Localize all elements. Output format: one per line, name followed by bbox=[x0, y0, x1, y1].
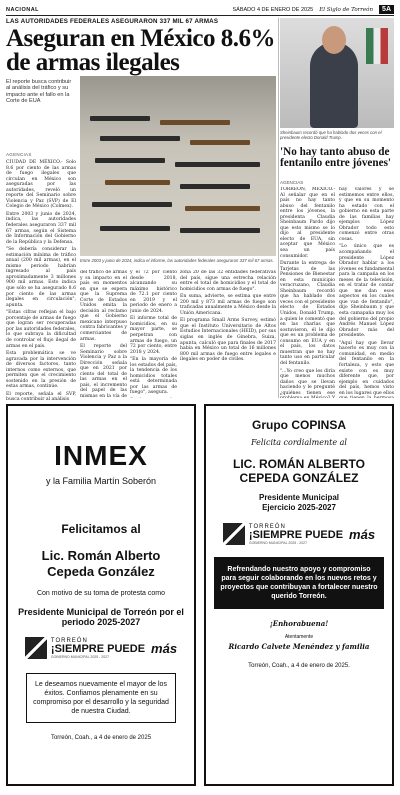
paragraph: "Estas cifras reflejan el bajo porcentaje de armas de fuego que logran ser recuperadas por las autoridades federales, lo que subraya la dificultad de controlar el flujo ilegal de armas en el país. bbox=[6, 310, 76, 349]
main-headline: Aseguran en México 8.6% de armas ilegales bbox=[6, 25, 276, 76]
ad-atentamente: Atentamente bbox=[284, 634, 314, 640]
torreon-emblem-icon bbox=[25, 637, 47, 659]
side-headline: 'No hay tanto abuso de fentanilo entre jóvenes' bbox=[280, 146, 392, 170]
paragraph: "En la mayoría de los estados del país, la tendencia de los homicidios totales está determinada por las armas de fuego", asegura. bbox=[130, 357, 177, 396]
name-line: LIC. ROMÁN ALBERTO bbox=[233, 457, 365, 471]
office-line: Presidente Municipal bbox=[258, 493, 340, 502]
main-col-2 bbox=[80, 270, 127, 398]
side-col-1 bbox=[280, 187, 335, 398]
paragraph: El reporte, señala el SVP, busca contribuir al análisis bbox=[6, 391, 76, 403]
paragraph: "Se debería considerar la estimación mínima de tráfico anual (200 mil armas), en el mismo periodo habrían ingresado al país aproximadamente 3 millones 900 mil armas. Esto indica que sólo se ha asegurado 8.6 por ciento de las armas ilegales en circulación", apunta. bbox=[6, 247, 76, 308]
ad-office: Presidente Municipal de Torreón por el periodo 2025-2027 bbox=[18, 607, 184, 627]
seized-weapons-photo bbox=[80, 76, 276, 256]
ad-place-date: Torreón, Coah., a 4 de enero de 2025. bbox=[248, 663, 350, 669]
issue-date: SÁBADO 4 DE ENERO DE 2025 bbox=[232, 6, 314, 13]
ad-message: Le deseamos nuevamente el mayor de los éxitos. Confiamos plenamente en su compromiso por el desarrollo y la seguridad de nuestra Ciudad. bbox=[26, 673, 176, 723]
section-label: NACIONAL bbox=[6, 6, 40, 13]
inmex-logo: INMEX bbox=[54, 440, 148, 471]
ad-message: Refrendando nuestro apoyo y compromiso para seguir colaborando en los nuevos retos y proyectos que contribuyan a fortalecer nuestro querido Torreón. bbox=[214, 557, 384, 609]
torreon-logo bbox=[206, 523, 392, 545]
ad-felicitation: Felicitamos al bbox=[61, 522, 141, 536]
paragraph: El programa Small Arms Survey, estimó que el Instituto Universitario de Altos Estudios Internacionales (HEID), por sus siglas en inglés de Ginebra, Suiza, apunta, calculó que para finales de 2017 había en México un total de 16 millones 800 mil armas de fuego entre legales e ilegales en poder de civiles. bbox=[180, 318, 276, 363]
mexico-flag-icon bbox=[366, 28, 388, 64]
paragraph: "...Yo creo que les diría que menos muchos daños que se llevan haciendo y le pregunté ¿quiénes tienen ese bbox=[280, 368, 335, 396]
torreon-small: GOBIERNO MUNICIPAL 2025 - 2027 bbox=[248, 540, 308, 545]
paragraph: CIUDAD DE MÉXICO.- Solo 8.6 por ciento de las armas de fuego ilegales que circulan en México son aseguradas por las autoridades, reveló un reporte del Seminario sobre Violencia y Paz (SVP) de El Colegio de México (Colmex). bbox=[6, 160, 76, 210]
column-divider bbox=[278, 18, 279, 398]
torreon-mas: más bbox=[151, 640, 178, 656]
paragraph: Durante la entrega de Tarjetas de las Pensiones de Bienestar en esta municipio veracruzano, Claudia Sheinbaum recordó que ha hablado dos veces con el presidente electo de Estados Unidos, Donald Trump, a quien le comentó que en las charlas que sostuvieron, él le dijo que es un problema de consumo en EUA y en el país, los datos muestran que no hay tanto uso en particular del fentanilo. bbox=[280, 261, 335, 366]
name-line: Lic. Román Alberto bbox=[41, 548, 161, 563]
paragraph: hay valores y se estimemos entre ellos, y que en su momento ha estado con el gobierno en esta parte de las familias hay ejemplos López Obrador todo esto comenzó entre otras cosas. bbox=[339, 187, 394, 242]
paragraph: TORREÓN, MÉXICO.- Al señalar que en el país no hay tanto abuso del fentanilo entre los jóvenes, la presidenta Claudia Sheinbaum Pardo dijo que esto mismo se lo dijo al presidente electo de EUA, sin aceptar que México sea un país consumidor. bbox=[280, 187, 335, 259]
paragraph: En suma, advierte, se estima que entre 200 mil y 873 mil armas de fuego son traficadas anualmente a México desde la Unión Americana. bbox=[180, 294, 276, 316]
torreon-mas: más bbox=[349, 526, 376, 542]
paragraph: "Aquí hay que llevar hacerlo es muy con la comunidad, en medio del fentanilo en la fortaleza, y esto que existe con es muy diferente que, por ejemplo en cuidados del país, hemos visto en los lugares que ellos bbox=[339, 340, 394, 396]
office-line: Ejercicio 2025-2027 bbox=[262, 503, 336, 512]
torreon-main: ¡SIEMPRE PUEDE bbox=[50, 642, 146, 655]
paragraph: y el 72 por ciento desde 2018, alcanzando su máximo histórico de 72.1 por ciento en 2019 y el periodo de enero a junio de 2024. bbox=[130, 270, 177, 314]
ad-motive: Con motivo de su toma de protesta como bbox=[36, 590, 165, 597]
name-line: CEPEDA GONZÁLEZ bbox=[239, 471, 359, 485]
main-kicker: LAS AUTORIDADES FEDERALES ASEGURARON 337 MIL 67 ARMAS bbox=[6, 18, 219, 25]
paragraph: "Lo único que es acompañando el presidente López Obrador hablar a los jóvenes es fundamental para la campaña en los meses de la televisión, en el tratar de contar que me dan esos aspectos en los cuales que van de fentanilo", dijo Sheinbaum y que esta camapaña muy los del gobierno del propio Andrés Manuel López Obrador más del presidente. bbox=[339, 244, 394, 339]
torreon-main: ¡SIEMPRE PUEDE bbox=[248, 528, 344, 541]
main-col-1 bbox=[6, 160, 76, 403]
main-col-3 bbox=[130, 270, 177, 398]
main-deck: El reporte busca contribuir al análisis del tráfico y su impacto ante el fallo en la Corte de EUA bbox=[6, 79, 72, 105]
ad-script: Felicita cordialmente al bbox=[251, 438, 347, 447]
copinsa-logo: Grupo COPINSA bbox=[251, 418, 346, 432]
ad-honoree-name bbox=[206, 457, 392, 485]
paragraph: del tráfico de armas y su impacto en el país en momentos en que se espera que la Suprema Corte de Estados Unidos emita la decisión al reclamo que el Gobierno mexicano interpuso contra fabricantes y comerciantes de armas. bbox=[80, 270, 127, 342]
ad-family: y la Familia Martín Soberón bbox=[45, 476, 157, 486]
side-byline: AGENCIAS bbox=[280, 180, 304, 185]
copinsa-ad bbox=[204, 404, 394, 786]
ad-enhorabuena: ¡Enhorabuena! bbox=[269, 619, 329, 628]
name-line: Cepeda González bbox=[47, 564, 155, 579]
paragraph: Esta problemática se ve agravada por la intervención de diversos factores, tanto internos como externos, que permiten que el crecimiento sostenido en la presión de estas armas, continúe. bbox=[6, 351, 76, 390]
side-col-2 bbox=[339, 187, 394, 398]
torreon-logo bbox=[8, 637, 194, 659]
main-byline: AGENCIAS bbox=[6, 152, 32, 157]
masthead bbox=[6, 4, 394, 16]
ad-signer: Ricardo Calvete Menéndez y familia bbox=[228, 642, 370, 651]
paragraph: zona 20 de las 32 entidades federativas del país, sigue una estrecha relación entre el total de homicidios y el total de homicidios con armas de fuego". bbox=[180, 270, 276, 292]
paragraph: El informe total de homicidios, en su mayor parte, se perpetran con armas de fuego, un 72 por ciento, entre 2018 y 2024. bbox=[130, 316, 177, 355]
torreon-emblem-icon bbox=[223, 523, 245, 545]
side-photo-caption: Sheinbaum recordó que ha hablado dos veces con el presidente electo Donald Trump. bbox=[280, 130, 382, 140]
masthead-right bbox=[233, 5, 395, 14]
ad-office bbox=[206, 493, 392, 513]
ad-place-date: Torreón, Coah., a 4 de enero de 2025 bbox=[50, 735, 152, 741]
main-photo-caption: Entre 2003 y junio de 2024, indica el informe, las autoridades federales aseguraron 337 mil 67 armas. bbox=[80, 258, 274, 263]
torreon-small: GOBIERNO MUNICIPAL 2025 - 2027 bbox=[50, 654, 110, 659]
ad-honoree-name bbox=[8, 548, 194, 580]
torreon-top: TORREÓN bbox=[50, 637, 88, 644]
torreon-top: TORREÓN bbox=[248, 523, 286, 530]
inmex-ad bbox=[6, 404, 196, 786]
sheinbaum-photo bbox=[280, 18, 394, 128]
paper-name: El Siglo de Torreón bbox=[319, 6, 374, 13]
main-col-4 bbox=[180, 270, 276, 398]
paragraph: El reporte del Seminario sobre Violencia y Paz a la Dirección señala que en 2021 por ciento del total de las armas en el país, el incremento del papel de las mismas en la vía de bbox=[80, 344, 127, 398]
page-number: 5A bbox=[379, 5, 394, 14]
paragraph: Entre 2003 y junio de 2024, indica, las autoridades federales aseguraron 337 mil 67 armas, según el Sistema de Información del Gobierno de la República y la Defensa. bbox=[6, 211, 76, 245]
